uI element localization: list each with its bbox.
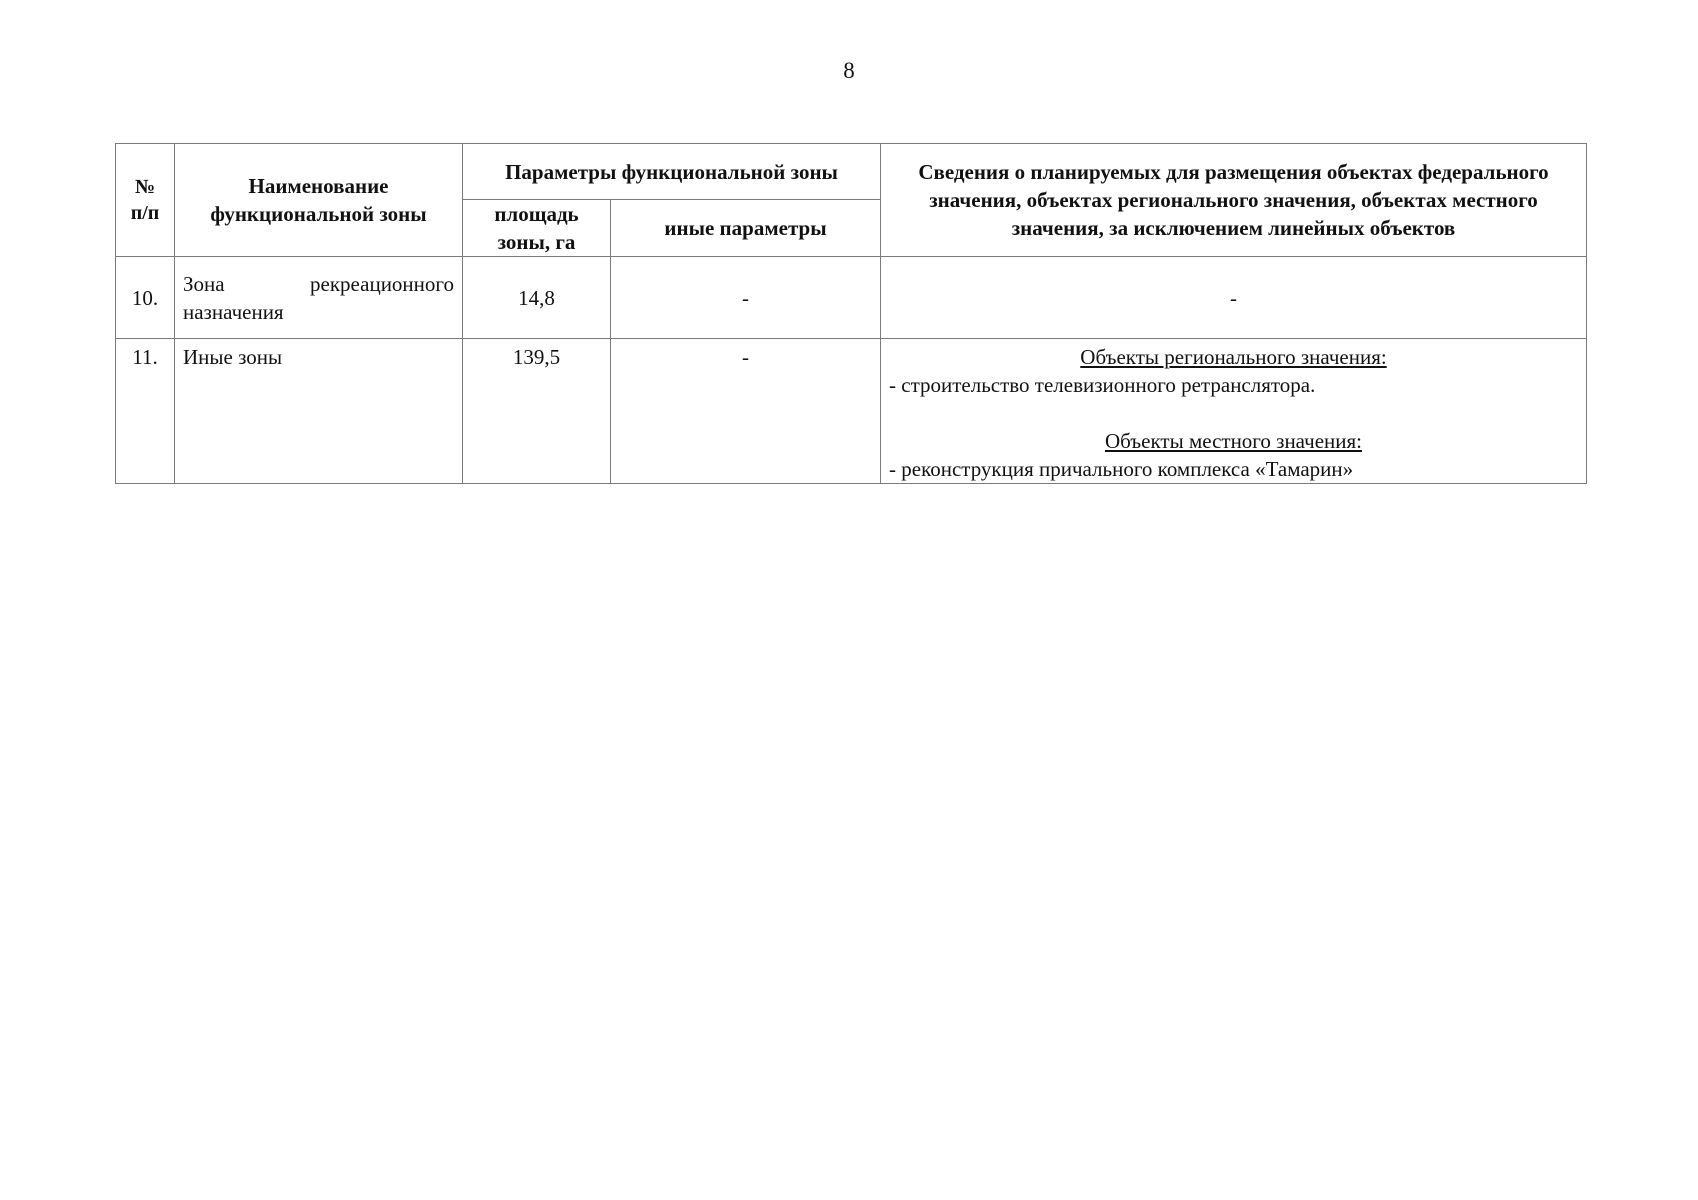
regional-objects-title: Объекты регионального значения:: [1080, 345, 1387, 369]
table-row: [116, 257, 1587, 339]
other-parameters: -: [611, 257, 881, 339]
header-zone-area: площадь зоны, га: [463, 200, 611, 257]
header-zone-name: Наименование функциональной зоны: [175, 144, 463, 257]
header-zone-parameters: Параметры функциональной зоны: [463, 144, 881, 200]
zone-area: 139,5: [463, 339, 611, 484]
planned-objects: [881, 339, 1587, 484]
header-other-parameters: иные параметры: [611, 200, 881, 257]
zone-name: Иные зоны: [175, 339, 463, 484]
zone-area: 14,8: [463, 257, 611, 339]
local-objects-item: - реконструкция причального комплекса «Тамарин»: [889, 457, 1354, 481]
header-number: № п/п: [116, 144, 175, 257]
functional-zones-table: [115, 143, 1587, 484]
zone-name: Зона рекреационного назначения: [175, 257, 463, 339]
row-number: 11.: [116, 339, 175, 484]
local-objects-title: Объекты местного значения:: [1104, 429, 1363, 453]
table-row: [116, 339, 1587, 484]
page-number: 8: [843, 58, 855, 83]
header-planned-objects: Сведения о планируемых для размещения объектах федерального значения, объектах регионального значения, объектах местного значения, за исключением линейных объектов: [881, 144, 1587, 257]
row-number: 10.: [116, 257, 175, 339]
other-parameters: -: [611, 339, 881, 484]
regional-objects-item: - строительство телевизионного ретранслятора.: [889, 373, 1316, 397]
planned-objects: -: [881, 257, 1587, 339]
section-spacer: [889, 399, 1578, 427]
